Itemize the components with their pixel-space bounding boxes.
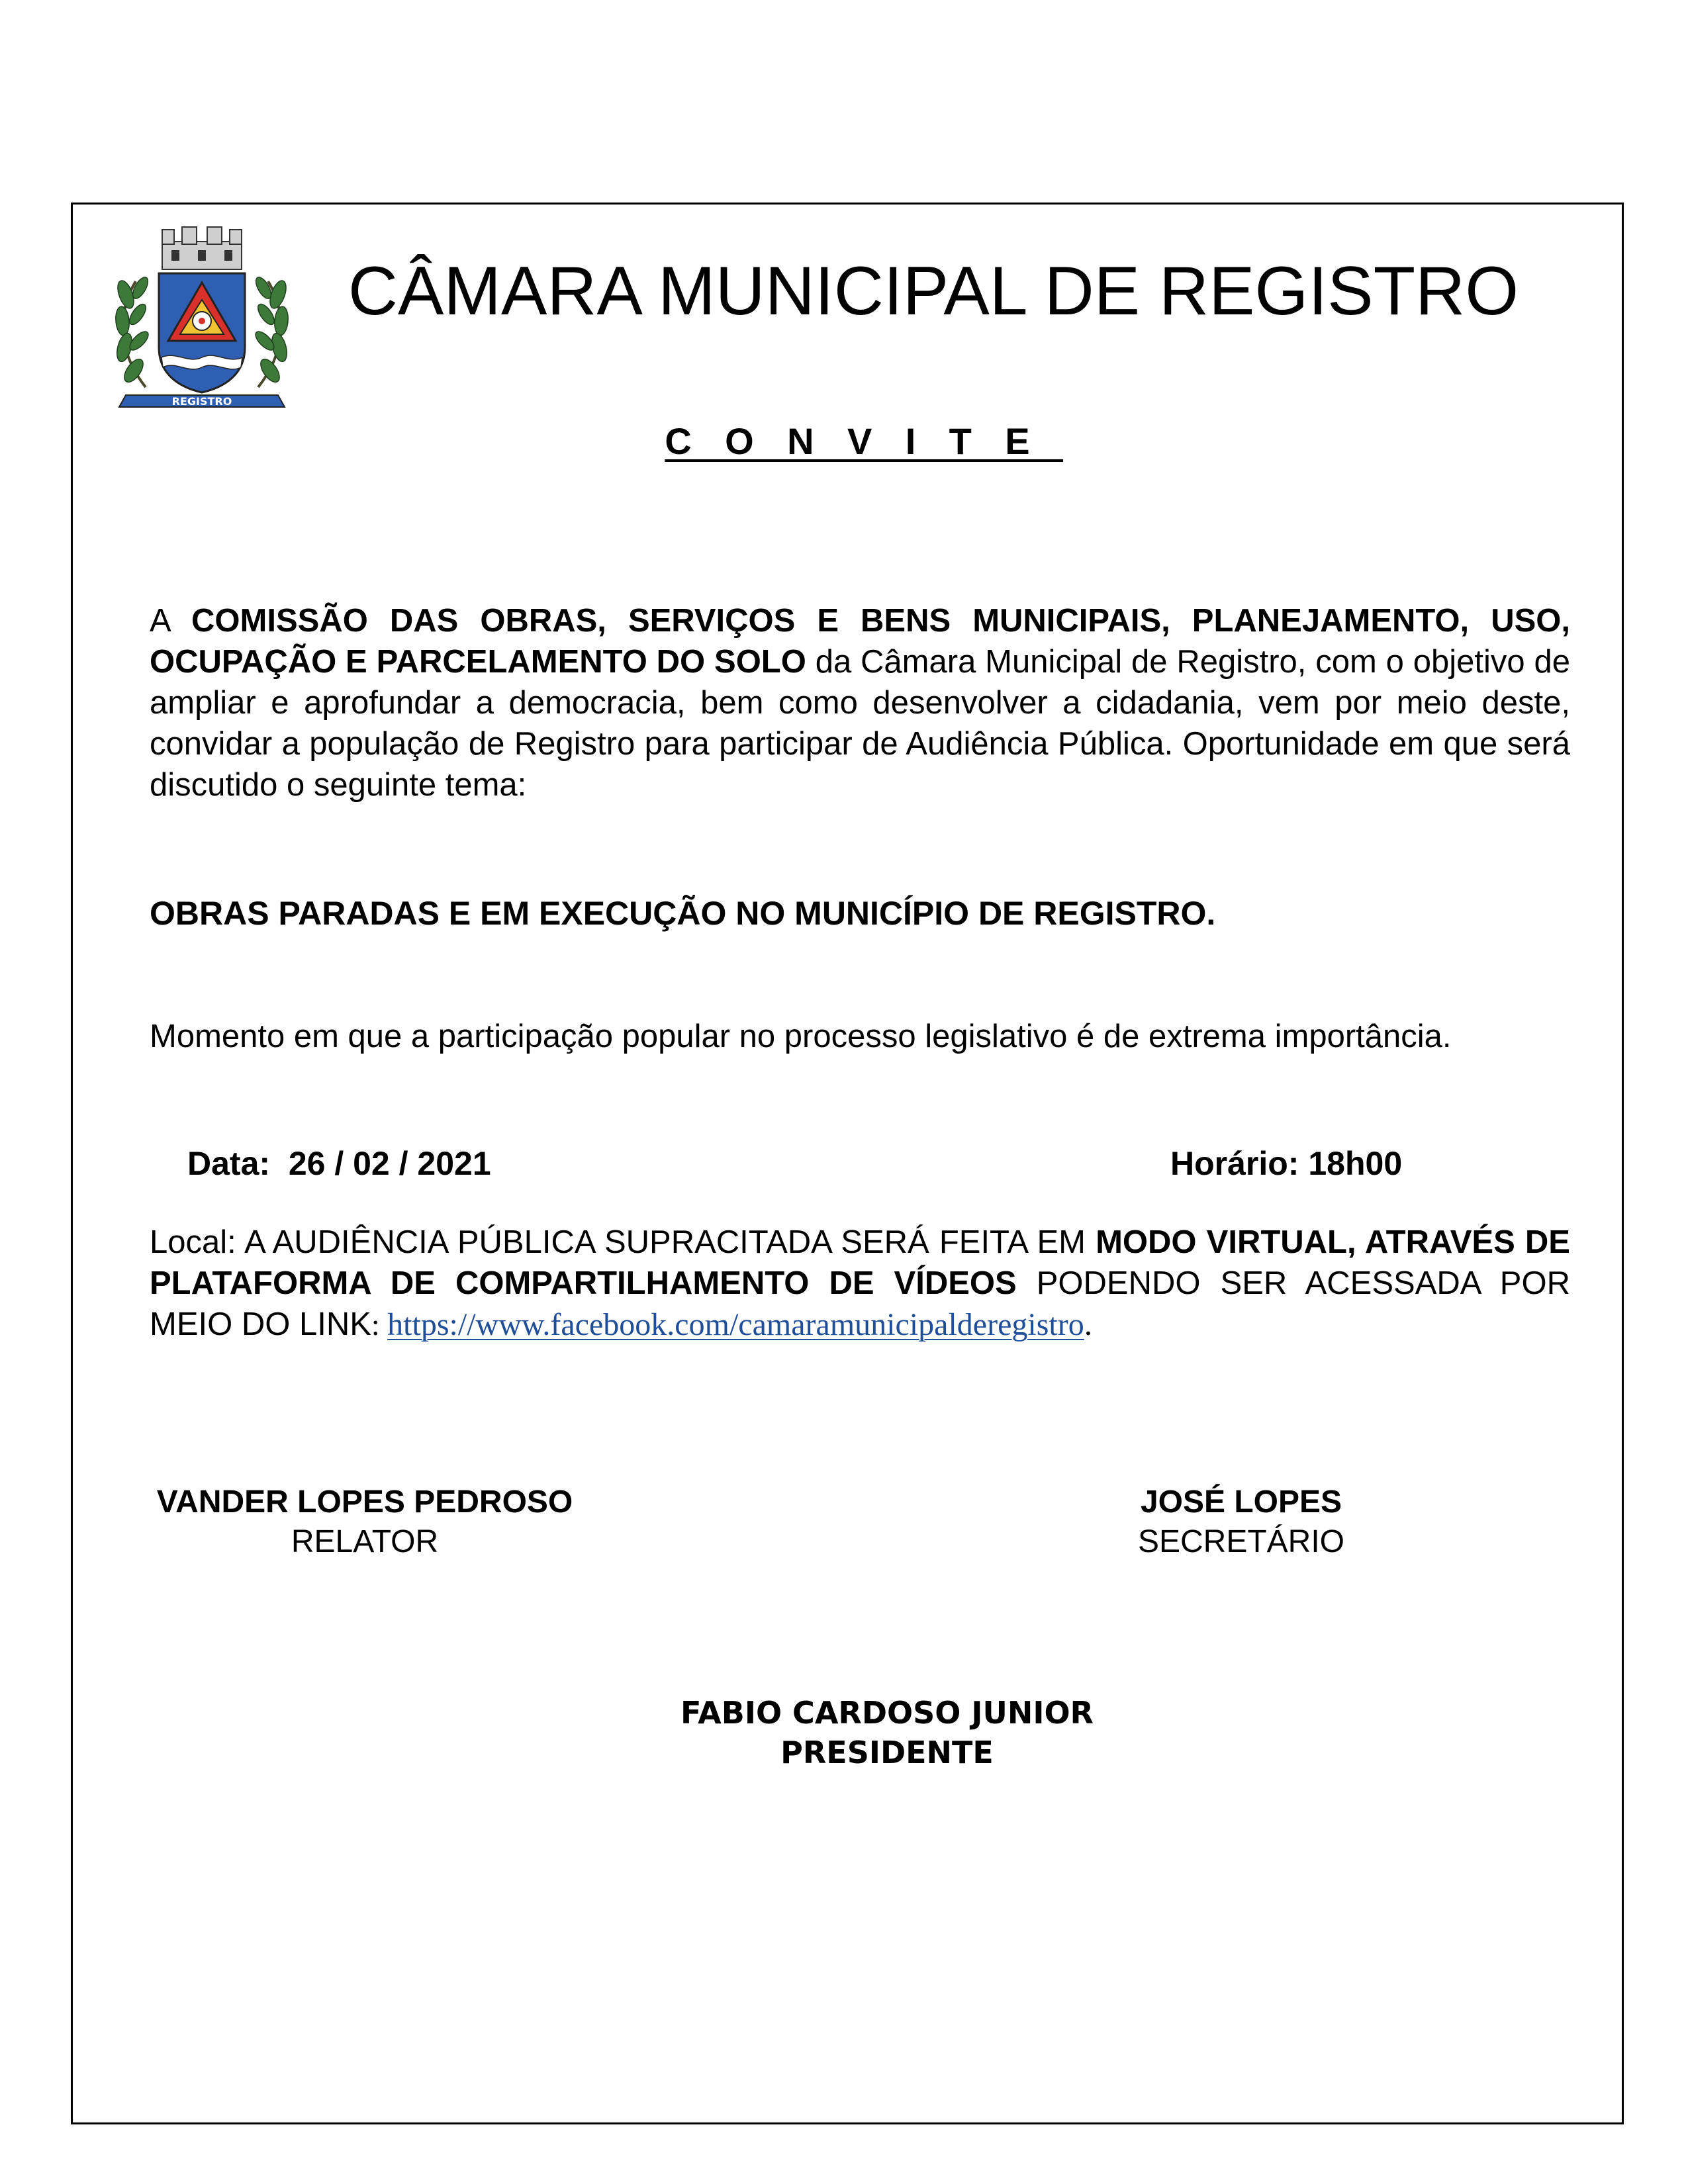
secretario-name: JOSÉ LOPES	[1140, 1484, 1342, 1520]
presidente-role: PRESIDENTE	[780, 1735, 994, 1770]
intro-paragraph	[150, 600, 1570, 805]
date-value: 26 / 02 / 2021	[288, 1145, 491, 1182]
presidente-name: FABIO CARDOSO JUNIOR	[680, 1695, 1094, 1731]
signature-presidente	[655, 1693, 1119, 1772]
time-value: 18h00	[1308, 1145, 1403, 1182]
document-type-heading	[662, 419, 1064, 464]
local-colon: :	[371, 1308, 388, 1342]
document-type-text: CONVITE	[665, 420, 1064, 462]
signature-relator	[150, 1482, 580, 1562]
municipal-crest-icon	[106, 222, 298, 418]
hearing-theme: OBRAS PARADAS E EM EXECUÇÃO NO MUNICÍPIO DE REGISTRO.	[150, 895, 1216, 932]
relator-name: VANDER LOPES PEDROSO	[156, 1484, 573, 1520]
signature-secretario	[1119, 1482, 1364, 1562]
date-label: Data:	[187, 1145, 271, 1182]
institution-title: CÂMARA MUNICIPAL DE REGISTRO	[348, 253, 1519, 330]
local-lead: Local: A AUDIÊNCIA PÚBLICA SUPRACITADA SERÁ FEITA EM	[150, 1224, 1096, 1260]
secretario-role: SECRETÁRIO	[1137, 1524, 1345, 1559]
date-line	[187, 1143, 491, 1184]
intro-rest: da Câmara Municipal de Registro, com o objetivo de ampliar e aprofundar a democracia, bem como desenvolver a cidadania, vem por meio deste, convidar a população de Registro para participar de Audiência Pública. Oportunidade em que será discutido o seguinte tema:	[150, 644, 1570, 803]
time-line	[1170, 1143, 1402, 1184]
intro-lead: A	[150, 603, 192, 639]
local-end: .	[1084, 1306, 1092, 1342]
local-paragraph	[150, 1222, 1570, 1345]
time-label: Horário:	[1170, 1145, 1299, 1182]
local-rest: PODENDO SER ACESSADA POR MEIO DO LINK	[150, 1265, 1570, 1342]
crest-banner-text: REGISTRO	[171, 395, 232, 408]
committee-name: COMISSÃO DAS OBRAS, SERVIÇOS E BENS MUNICIPAIS, PLANEJAMENTO, USO, OCUPAÇÃO E PARCELAMENTO DO SOLO	[150, 603, 1570, 680]
local-bold: MODO VIRTUAL, ATRAVÉS DE PLATAFORMA DE COMPARTILHAMENTO DE VÍDEOS	[150, 1224, 1570, 1301]
relator-role: RELATOR	[291, 1524, 439, 1559]
facebook-link[interactable]: https://www.facebook.com/camaramunicipalderegistro	[387, 1307, 1084, 1342]
moment-paragraph: Momento em que a participação popular no processo legislativo é de extrema importância.	[150, 1019, 1452, 1054]
